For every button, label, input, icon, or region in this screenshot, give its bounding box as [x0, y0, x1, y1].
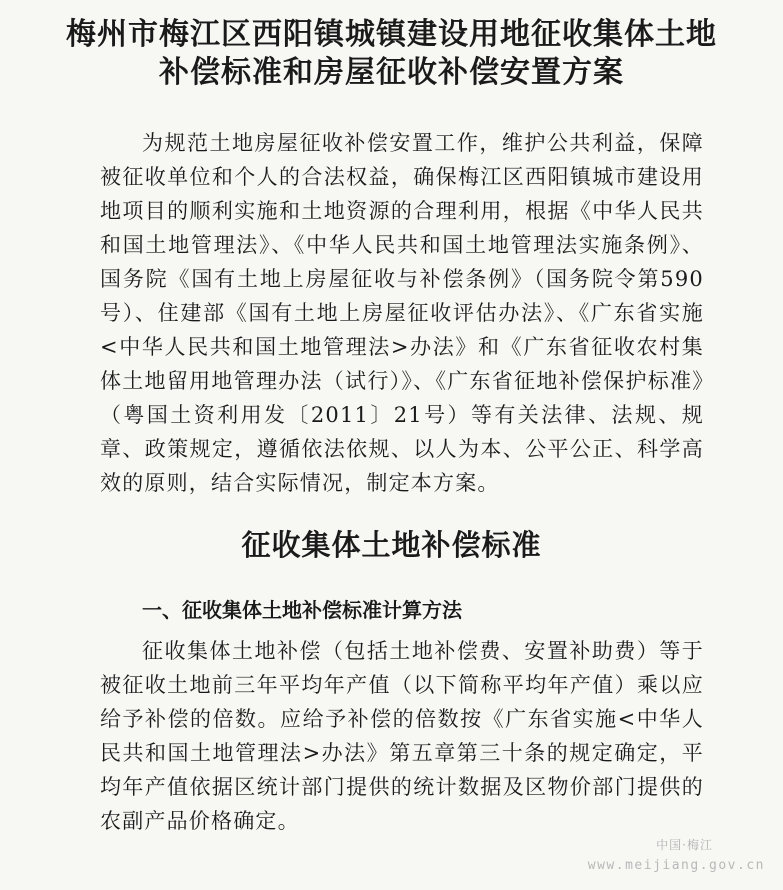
title-line-1: 梅州市梅江区西阳镇城镇建设用地征收集体土地: [66, 17, 717, 52]
subheading: 一、征收集体土地补偿标准计算方法: [142, 598, 462, 622]
watermark-url: www.meijiang.gov.cn: [587, 858, 765, 873]
body-paragraph: 征收集体土地补偿（包括土地补偿费、安置补助费）等于被征收土地前三年平均年产值（以下简称平均年产值）乘以应给予补偿的倍数。应给予补偿的倍数按《广东省实施<中华人民共和国土地管理法>办法》第五章第三十条的规定确定，平均年产值依据区统计部门提供的统计数据及区物价部门提供的农副产品价格确定。: [100, 639, 704, 833]
section-heading: 征收集体土地补偿标准: [241, 528, 542, 562]
watermark-site-name: 中国·梅江: [656, 838, 713, 852]
document-title: [40, 16, 743, 92]
title-line-2: 补偿标准和房屋征收补偿安置方案: [159, 55, 624, 90]
intro-paragraph: 为规范土地房屋征收补偿安置工作，维护公共利益，保障被征收单位和个人的合法权益，确保梅江区西阳镇城市建设用地项目的顺利实施和土地资源的合理利用，根据《中华人民共和国土地管理法》、《中华人民共和国土地管理法实施条例》、国务院《国有土地上房屋征收与补偿条例》（国务院令第590号）、住建部《国有土地上房屋征收评估办法》、《广东省实施<中华人民共和国土地管理法>办法》和《广东省征收农村集体土地留用地管理办法（试行）》、《广东省征地补偿保护标准》（粤国土资利用发〔2011〕21号）等有关法律、法规、规章、政策规定，遵循依法依规、以人为本、公平公正、科学高效的原则，结合实际情况，制定本方案。: [100, 131, 704, 495]
